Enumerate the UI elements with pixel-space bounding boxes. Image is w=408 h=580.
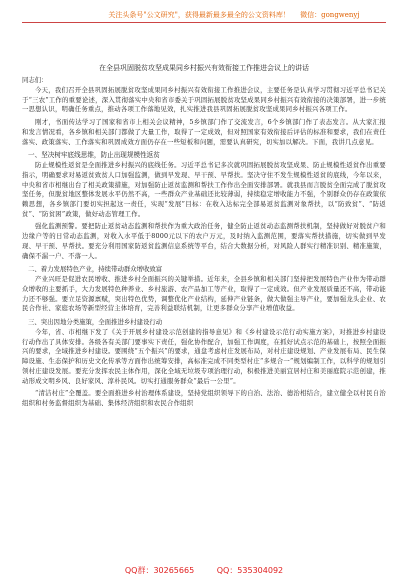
footer-contacts [0, 565, 408, 576]
footer-qq: QQ：535304092 [216, 566, 284, 575]
section-heading-2: 二、着力发展特色产业，持续带动群众增收致富 [28, 265, 163, 274]
header-rule [22, 22, 386, 23]
paragraph-overview: 刚才，书面传达学习了国家和省市上相关会议精神，5乡镇部门作了交流发言，6个乡镇部门作了表态发言。从大家汇报和发言情况看，各乡镇和相关部门都做了大量工作，取得了一定成效，但对照国家有效衔接后评估的标准和要求，我们在责任落实、政策落实、工作落实和巩固成效方面仍存在一些短板和问题，需要认真研究，切实加以解决。下面，我讲几点意见。 [22, 118, 386, 146]
banner-wechat: 微信：gongwenyj [300, 11, 360, 19]
section-heading-1: 一、坚决树牢底线思维，防止出现规模性返贫 [28, 151, 160, 160]
salutation: 同志们： [22, 76, 48, 84]
paragraph-s1-2: 强化监测预警。要把防止返贫动态监测和帮扶作为重大政治任务，健全防止返贫动态监测帮扶机制，坚持做好对脱贫户和边缘户等的日常动态监测，对收入水平低于8000元以下的农户万元，及时纳入监测范围，要落实帮扶措施，切实做到早发现、早干预、早帮扶。要充分利用国家防返贫监测信息系统等平台，结合大数据分析，对风险人群实行精准识别、精准施策，确保不漏一户、不落一人。 [22, 222, 386, 260]
document-title: 在全县巩固脱贫攻坚成果同乡村振兴有效衔接工作推进会议上的讲话 [99, 64, 309, 72]
paragraph-s2-1: 产业兴旺是促进农民增收、推进乡村全面振兴的关键举措。近年来，全县乡镇和相关部门坚持把发展特色产业作为带动群众增收的主要抓手，大力发展特色种养业、乡村旅游、农产品加工等产业，取得了一定成效。但产业发展质量还不高，带动能力还不够强。要立足资源禀赋，突出特色优势，调整优化产业结构，延伸产业链条，做大做强主导产业，要加强龙头企业、农民合作社、家庭农场等新型经营主体培育，完善利益联结机制，让更多群众分享产业增值收益。 [22, 275, 386, 313]
footer-qq-group: QQ群：30265665 [124, 566, 195, 575]
banner-text: 关注头条号"公文研究"，获得最新最多最全的公文资料库！ [108, 11, 290, 19]
paragraph-s3-1: 今年，省、市相继下发了《关于开展乡村建设示范创建的指导意见》和《乡村建设示范行动实施方案》，对推进乡村建设行动作出了具体安排。各级各有关部门要事实下责任，强化协作配合，加强工作调度，在抓好试点示范的基础上，按照全面振兴的要求，全域推进乡村建设。要围绕“五个振兴”的要求，通盘考虑村庄发展布局，对村庄建设规划、产业发展布局、民生保障设施、生态保护和历史文化传承等方面作出统筹安排，高标准完成不同类型村庄“多规合一”规划编制工作，以科学的规划引领村庄建设发展。要充分发挥农民主体作用，深化全域无垃圾专项治理行动，积极推进美丽宜居村庄和美丽庭院示范创建，推动形成文明乡风、良好家风、淳朴民风。切实打通服务群众“最后一公里”。 [22, 328, 386, 385]
promo-banner [82, 10, 386, 20]
paragraph-intro: 今天，我们召开全县巩固拓展脱贫攻坚成果同乡村振兴有效衔接工作推进会议，主要任务是认真学习贯彻习近平总书记关于“三农”工作的重要论述，深入贯彻落实中央和省市委关于巩固拓展脱贫攻坚成果同乡村振兴有效衔接的决策部署，进一步统一思想认识，明确任务重点，推动各项工作落地见效，扎实推进我县巩固拓展脱贫攻坚成果同乡村振兴各项工作。 [22, 86, 386, 114]
section-heading-3: 三、突出因地分类施策，全面推进乡村建设行动 [28, 318, 163, 327]
paragraph-s3-2: “清洁村庄”全覆盖。要全面推进乡村治理体系建设，坚持党组织领导下的自治、法治、德治相结合，建立健全以村民自治组织和村务监督组织为基础、集体经济组织和农民合作组织 [22, 389, 386, 407]
paragraph-s1-1: 防止规模性返贫是全面推进乡村振兴的底线任务。习近平总书记多次就巩固拓展脱贫攻坚成果、防止规模性返贫作出重要指示，明确要求对易返贫致贫人口加强监测，做到早发现、早干预、早帮扶。坚决守住不发生规模性返贫的底线，今年以来，中央和省市相继出台了相关政策措施，对加强防止返贫监测和帮扶工作作出全面安排部署。就我县而言脱贫全面完成了脱贫攻坚任务，但脱贫地区整体发展水平仍然不高，一些群众产业基础还比较薄弱，持续稳定增收能力不强，个别群众仍存在政策依赖思想，各乡镇部门要切实担起这一责任，实现“发展”目标：在收入达标完全部易返贫监测对象帮扶，以“防致贫”、“防返贫”、“防贫困”政策，做好动态管理工作。 [22, 161, 386, 218]
